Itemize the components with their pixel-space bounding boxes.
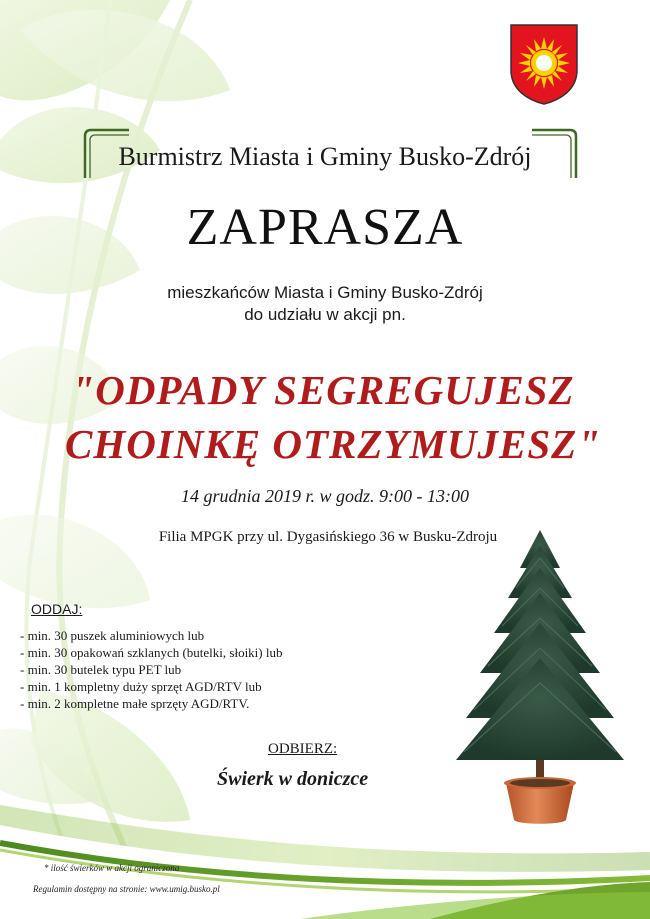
invite-line-1: mieszkańców Miasta i Gminy Busko-Zdrój	[167, 283, 483, 302]
event-place: Filia MPGK przy ul. Dygasińskiego 36 w Busku-Zdroju	[158, 529, 498, 545]
coat-of-arms-icon	[508, 22, 580, 106]
invite-line-2: do udziału w akcji pn.	[244, 305, 406, 324]
give-list	[20, 627, 282, 712]
potted-spruce-tree-icon	[450, 528, 630, 828]
list-item: - min. 30 butelek typu PET lub	[20, 662, 182, 677]
give-heading: ODDAJ:	[31, 601, 83, 617]
slogan-line-2: CHOINKĘ OTRZYMUJESZ"	[65, 421, 601, 467]
list-item: - min. 30 puszek aluminiowych lub	[20, 628, 205, 643]
list-item: - min. 30 opakowań szklanych (butelki, słoiki) lub	[20, 645, 283, 660]
rules-prefix: Regulamin dostępny na stronie:	[33, 884, 148, 894]
footnote: * ilość świerków w akcji ograniczona	[44, 863, 180, 873]
rules-line	[33, 884, 220, 894]
event-date: 14 grudnia 2019 r. w godz. 9:00 - 13:00	[180, 486, 469, 506]
headline: ZAPRASZA	[186, 199, 464, 256]
prize-text: Świerk w doniczce	[217, 768, 369, 790]
list-item: - min. 2 kompletne małe sprzęty AGD/RTV.	[20, 696, 250, 711]
rules-url[interactable]: www.umig.busko.pl	[149, 884, 220, 894]
invite-text	[0, 282, 650, 326]
list-item: - min. 1 kompletny duży sprzęt AGD/RTV lub	[20, 679, 262, 694]
slogan-line-1: "ODPADY SEGREGUJESZ	[71, 367, 575, 413]
header-title: Burmistrz Miasta i Gminy Busko-Zdrój	[118, 142, 532, 171]
receive-heading: ODBIERZ:	[268, 741, 338, 757]
